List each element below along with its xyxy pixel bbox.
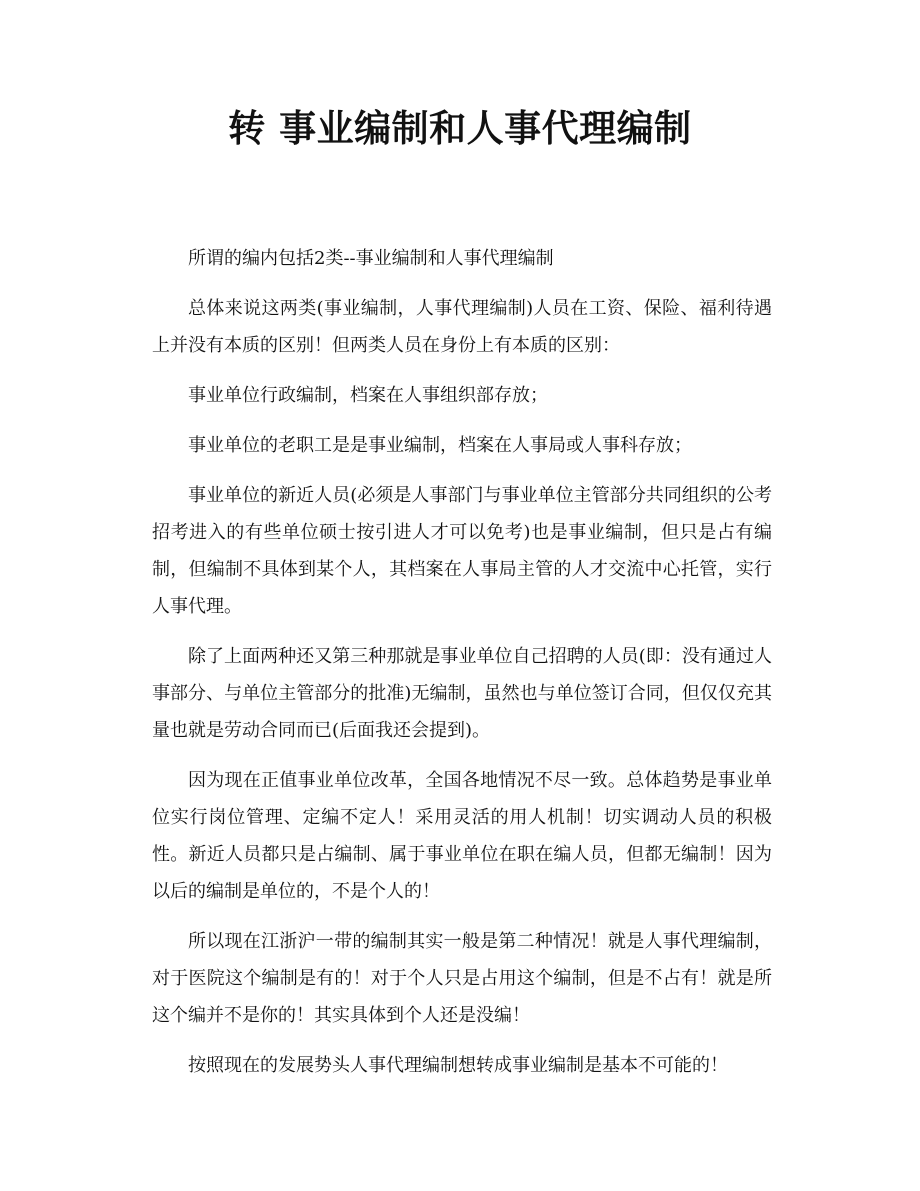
paragraph-7: 因为现在正值事业单位改革，全国各地情况不尽一致。总体趋势是事业单位实行岗位管理、定编不定人！采用灵活的用人机制！切实调动人员的积极性。新近人员都只是占编制、属于事业单位在职在编人员，但都无编制！因为以后的编制是单位的，不是个人的！ xyxy=(152,770,772,902)
paragraph-3: 事业单位行政编制，档案在人事组织部存放； xyxy=(188,385,548,406)
paragraph-8: 所以现在江浙沪一带的编制其实一般是第二种情况！就是人事代理编制，对于医院这个编制是有的！对于个人只是占用这个编制，但是不占有！就是所这个编并不是你的！其实具体到个人还是没编！ xyxy=(152,931,772,1026)
paragraph-6: 除了上面两种还又第三种那就是事业单位自己招聘的人员(即：没有通过人事部分、与单位主管部分的批准)无编制，虽然也与单位签订合同，但仅仅充其量也就是劳动合同而已(后面我还会提到)。 xyxy=(152,646,772,741)
paragraph-5: 事业单位的新近人员(必须是人事部门与事业单位主管部分共同组织的公考招考进入的有些单位硕士按引进人才可以免考)也是事业编制，但只是占有编制，但编制不具体到某个人，其档案在人事局主管的人才交流中心托管，实行人事代理。 xyxy=(152,485,772,617)
paragraph-9: 按照现在的发展势头人事代理编制想转成事业编制是基本不可能的！ xyxy=(188,1055,728,1076)
paragraph-2: 总体来说这两类(事业编制，人事代理编制)人员在工资、保险、福利待遇上并没有本质的区别！但两类人员在身份上有本质的区别： xyxy=(152,298,772,356)
document-body xyxy=(152,240,772,1097)
paragraph-4: 事业单位的老职工是是事业编制，档案在人事局或人事科存放； xyxy=(188,435,692,456)
paragraph-1: 所谓的编内包括2类--事业编制和人事代理编制 xyxy=(188,248,554,269)
document-title: 转 事业编制和人事代理编制 xyxy=(228,107,692,150)
